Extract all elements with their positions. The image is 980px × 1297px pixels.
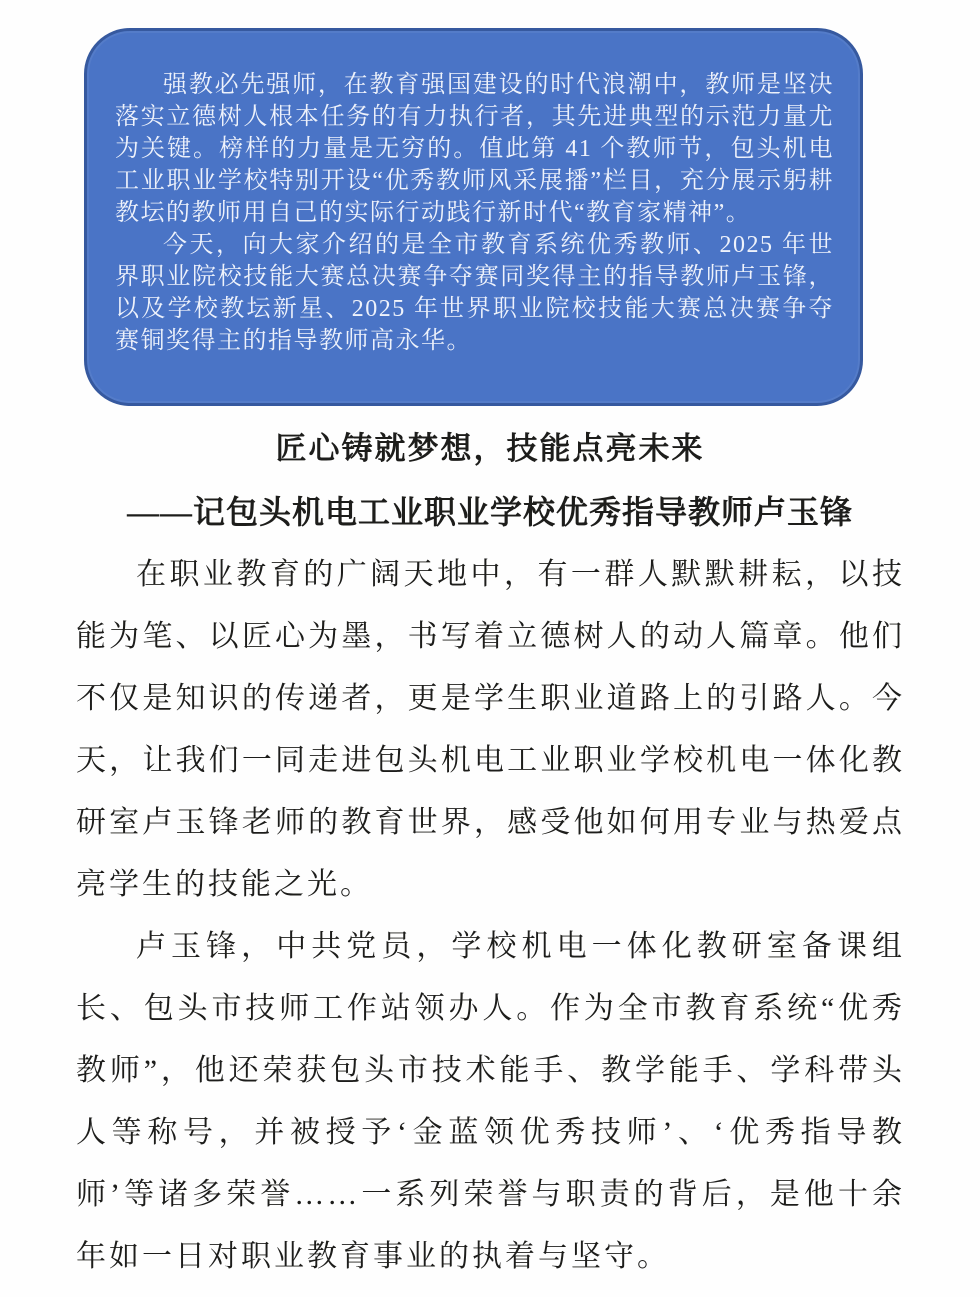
intro-banner (84, 28, 863, 406)
article-body (76, 544, 905, 1288)
body-paragraph-2: 卢玉锋，中共党员，学校机电一体化教研室备课组长、包头市技师工作站领办人。作为全市教育系统“优秀教师”，他还荣获包头市技术能手、教学能手、学科带头人等称号，并被授予‘金蓝领优秀技师’、‘优秀指导教师’等诸多荣誉……一系列荣誉与职责的背后，是他十余年如一日对职业教育事业的执着与坚守。 (76, 930, 905, 1273)
article-title: 匠心铸就梦想，技能点亮未来 (275, 431, 705, 466)
banner-paragraph-2: 今天，向大家介绍的是全市教育系统优秀教师、2025 年世界职业院校技能大赛总决赛争夺赛同奖得主的指导教师卢玉锋，以及学校教坛新星、2025 年世界职业院校技能大赛总决赛争夺赛铜奖得主的指导教师高永华。 (115, 232, 834, 354)
body-paragraph-1: 在职业教育的广阔天地中，有一群人默默耕耘，以技能为笔、以匠心为墨，书写着立德树人的动人篇章。他们不仅是知识的传递者，更是学生职业道路上的引路人。今天，让我们一同走进包头机电工业职业学校机电一体化教研室卢玉锋老师的教育世界，感受他如何用专业与热爱点亮学生的技能之光。 (76, 558, 905, 901)
article-subtitle: ——记包头机电工业职业学校优秀指导教师卢玉锋 (126, 494, 853, 530)
banner-paragraph-1: 强教必先强师，在教育强国建设的时代浪潮中，教师是坚决落实立德树人根本任务的有力执行者，其先进典型的示范力量尤为关键。榜样的力量是无穷的。值此第 41 个教师节，包头机电工业职业学校特别开设“优秀教师风采展播”栏目，充分展示躬耕教坛的教师用自己的实际行动践行新时代“教育家精神”。 (115, 72, 834, 226)
